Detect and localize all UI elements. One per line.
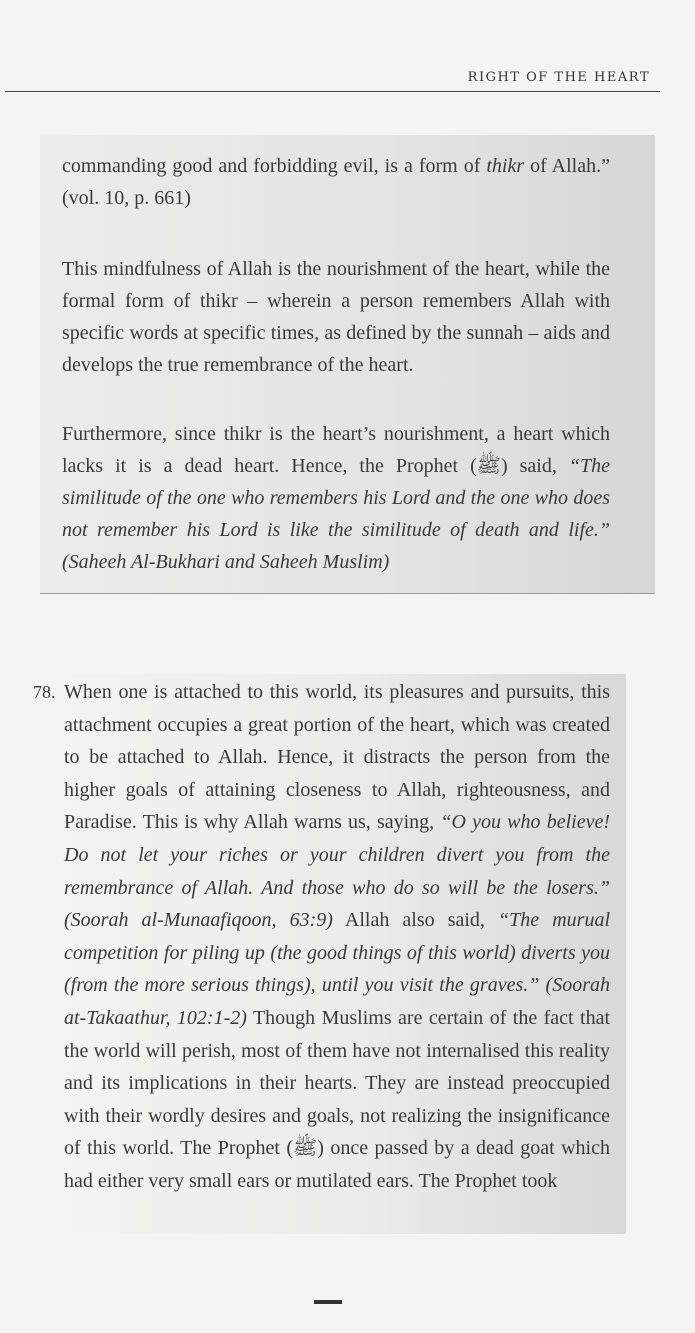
item-number: 78.	[33, 682, 56, 702]
box-paragraph-3-text: Furthermore, since thikr is the heart’s nourishment, a heart which lacks it is a dead heart. Hence, the Prophet (ﷺ) said,	[62, 423, 610, 477]
item-78-text-b: Allah also said,	[332, 909, 499, 932]
box-paragraph-1-italic: thikr	[486, 155, 525, 177]
box-paragraph-2: This mindfulness of Allah is the nourishment of the heart, while the formal form of thikr – wherein a person remembers Allah with specific words at specific times, as defined by the sunnah – aids and develops the true remembrance of the heart.	[62, 258, 610, 376]
box-paragraph-1	[62, 150, 610, 214]
box-paragraph-3	[62, 418, 610, 578]
item-78-quote-a: “O you who believe! Do not let your riches or your children divert you from the remembrance of Allah. And those who do so will be the losers.” (Soorah al-Munaafiqoon, 63:9)	[64, 811, 610, 932]
item-78-quote-b: “The murual competition for piling up (the good things of this world) diverts you (from the more serious things), until you visit the graves.” (Soorah at-Takaathur, 102:1-2)	[64, 909, 611, 1029]
box-paragraph-3-quote: “The similitude of the one who remembers his Lord and the one who does not remember his Lord is like the similitude of death and life.” (Saheeh Al-Bukhari and Saheeh Muslim)	[62, 455, 610, 573]
running-header	[0, 70, 660, 94]
header-rule	[5, 91, 660, 92]
item-78-text-c: Though Muslims are certain of the fact that the world will perish, most of them have not internalised this reality and its implications in their hearts. They are instead preoccupied with their wordly desires and goals, not realizing the insignificance of this world. The Prophet (ﷺ) once passed by a dead goat which had either very small ears or mutilated ears. The Prophet took	[64, 1006, 611, 1192]
box-bottom-rule	[40, 593, 655, 594]
item-78-text-a: When one is attached to this world, its pleasures and pursuits, this attachment occupies a great portion of the heart, which was created to be attached to Allah. Hence, it distracts the person from the higher goals of attaining closeness to Allah, righteousness, and Paradise. This is why Allah warns us, saying,	[64, 681, 610, 834]
box-paragraph-1-tail: of Allah.” (vol. 10, p. 661)	[62, 155, 610, 209]
item-78-paragraph	[64, 676, 610, 1198]
running-title: RIGHT OF THE HEART	[467, 70, 650, 85]
box-paragraph-1-text: commanding good and forbidding evil, is a form of	[62, 155, 487, 177]
page-number-mark	[314, 1300, 342, 1304]
